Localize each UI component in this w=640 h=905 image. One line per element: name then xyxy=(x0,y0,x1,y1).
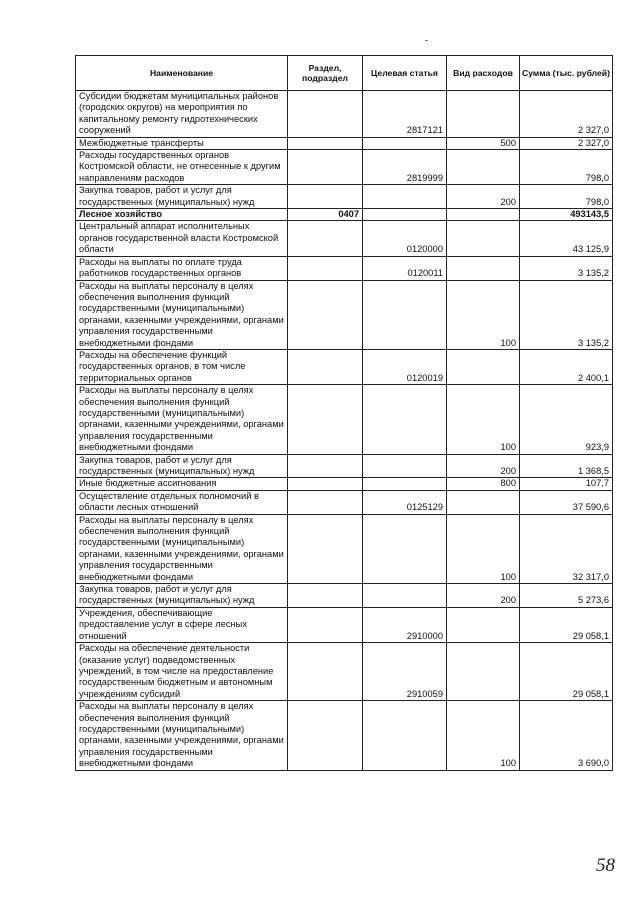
cell-type: 200 xyxy=(447,454,520,478)
cell-name: Учреждения, обеспечивающие предоставление услуг в сфере лесных отношений xyxy=(76,607,288,642)
table-row xyxy=(76,643,613,701)
cell-sum: 2 327,0 xyxy=(520,91,613,138)
cell-name: Закупка товаров, работ и услуг для государственных (муниципальных) нужд xyxy=(76,454,288,478)
cell-sum: 1 368,5 xyxy=(520,454,613,478)
cell-target xyxy=(363,185,447,209)
cell-section xyxy=(288,701,363,770)
cell-type: 200 xyxy=(447,185,520,209)
cell-target xyxy=(363,385,447,454)
cell-section xyxy=(288,454,363,478)
cell-sum: 798,0 xyxy=(520,185,613,209)
cell-sum: 107,7 xyxy=(520,478,613,490)
cell-type xyxy=(447,221,520,256)
cell-target xyxy=(363,454,447,478)
cell-target xyxy=(363,478,447,490)
cell-sum: 37 590,6 xyxy=(520,490,613,514)
cell-section xyxy=(288,607,363,642)
cell-sum: 32 317,0 xyxy=(520,514,613,583)
cell-name: Расходы на выплаты персоналу в целях обеспечения выполнения функций государственными (муниципальными) органами, казенными учреждениями, органами управления государственными внебюджетными фондами xyxy=(76,280,288,349)
cell-section: 0407 xyxy=(288,209,363,221)
cell-type: 100 xyxy=(447,514,520,583)
cell-name: Расходы на обеспечение деятельности (оказание услуг) подведомственных учреждений, в том числе на предоставление государственным бюджетным и автономным учреждениям субсидий xyxy=(76,643,288,701)
cell-target: 0120019 xyxy=(363,349,447,384)
cell-sum: 3 135,2 xyxy=(520,280,613,349)
cell-sum: 493143,5 xyxy=(520,209,613,221)
cell-section xyxy=(288,221,363,256)
table-row xyxy=(76,478,613,490)
cell-sum: 2 400,1 xyxy=(520,349,613,384)
cell-target xyxy=(363,137,447,149)
table-row xyxy=(76,280,613,349)
cell-name: Субсидии бюджетам муниципальных районов (городских округов) на мероприятия по капитальному ремонту гидротехнических сооружений xyxy=(76,91,288,138)
table-row xyxy=(76,490,613,514)
cell-type: 800 xyxy=(447,478,520,490)
cell-type xyxy=(447,349,520,384)
cell-type xyxy=(447,607,520,642)
cell-type xyxy=(447,91,520,138)
table-row xyxy=(76,209,613,221)
table-row xyxy=(76,137,613,149)
table-row xyxy=(76,185,613,209)
cell-name: Расходы на выплаты по оплате труда работников государственных органов xyxy=(76,256,288,280)
header-target: Целевая статья xyxy=(363,56,447,91)
budget-table xyxy=(75,55,613,771)
table-row xyxy=(76,221,613,256)
cell-name: Расходы на обеспечение функций государственных органов, в том числе территориальных органов xyxy=(76,349,288,384)
cell-target xyxy=(363,701,447,770)
cell-sum: 43 125,9 xyxy=(520,221,613,256)
cell-target xyxy=(363,514,447,583)
header-name: Наименование xyxy=(76,56,288,91)
header-type: Вид расходов xyxy=(447,56,520,91)
cell-sum: 5 273,6 xyxy=(520,584,613,608)
cell-target: 0120000 xyxy=(363,221,447,256)
cell-name: Расходы на выплаты персоналу в целях обеспечения выполнения функций государственными (муниципальными) органами, казенными учреждениями, органами управления государственными внебюджетными фондами xyxy=(76,514,288,583)
cell-type: 100 xyxy=(447,385,520,454)
cell-target xyxy=(363,280,447,349)
cell-section xyxy=(288,584,363,608)
table-row xyxy=(76,701,613,770)
cell-section xyxy=(288,385,363,454)
scan-mark xyxy=(425,40,428,41)
table-row xyxy=(76,385,613,454)
cell-name: Осуществление отдельных полномочий в области лесных отношений xyxy=(76,490,288,514)
cell-type: 200 xyxy=(447,584,520,608)
table-row xyxy=(76,514,613,583)
cell-target: 2817121 xyxy=(363,91,447,138)
cell-sum: 923,9 xyxy=(520,385,613,454)
cell-sum: 2 327,0 xyxy=(520,137,613,149)
cell-section xyxy=(288,91,363,138)
cell-name: Центральный аппарат исполнительных органов государственной власти Костромской области xyxy=(76,221,288,256)
cell-name: Межбюджетные трансферты xyxy=(76,137,288,149)
cell-sum: 798,0 xyxy=(520,150,613,185)
header-sum: Сумма (тыс. рублей) xyxy=(520,56,613,91)
table-row xyxy=(76,256,613,280)
cell-section xyxy=(288,514,363,583)
cell-sum: 3 690,0 xyxy=(520,701,613,770)
cell-target xyxy=(363,584,447,608)
table-row xyxy=(76,454,613,478)
table-row xyxy=(76,150,613,185)
table-row xyxy=(76,607,613,642)
cell-target: 2819999 xyxy=(363,150,447,185)
cell-sum: 3 135,2 xyxy=(520,256,613,280)
table-row xyxy=(76,349,613,384)
cell-type xyxy=(447,209,520,221)
cell-sum: 29 058,1 xyxy=(520,607,613,642)
cell-sum: 29 058,1 xyxy=(520,643,613,701)
cell-type: 100 xyxy=(447,280,520,349)
cell-target: 2910059 xyxy=(363,643,447,701)
cell-type xyxy=(447,256,520,280)
cell-section xyxy=(288,150,363,185)
page-number: 58 xyxy=(596,855,615,876)
cell-name: Расходы на выплаты персоналу в целях обеспечения выполнения функций государственными (муниципальными) органами, казенными учреждениями, органами управления государственными внебюджетными фондами xyxy=(76,701,288,770)
cell-section xyxy=(288,490,363,514)
cell-section xyxy=(288,349,363,384)
cell-section xyxy=(288,256,363,280)
cell-target: 0120011 xyxy=(363,256,447,280)
cell-section xyxy=(288,185,363,209)
cell-name: Расходы на выплаты персоналу в целях обеспечения выполнения функций государственными (муниципальными) органами, казенными учреждениями, органами управления государственными внебюджетными фондами xyxy=(76,385,288,454)
cell-name: Закупка товаров, работ и услуг для государственных (муниципальных) нужд xyxy=(76,584,288,608)
cell-section xyxy=(288,137,363,149)
cell-type xyxy=(447,150,520,185)
table-header-row xyxy=(76,56,613,91)
header-section: Раздел, подраздел xyxy=(288,56,363,91)
cell-section xyxy=(288,643,363,701)
cell-type: 500 xyxy=(447,137,520,149)
table-row xyxy=(76,584,613,608)
cell-section xyxy=(288,478,363,490)
cell-name: Расходы государственных органов Костромской области, не отнесенные к другим направлениям расходов xyxy=(76,150,288,185)
table-body xyxy=(76,91,613,771)
cell-target: 2910000 xyxy=(363,607,447,642)
cell-name: Лесное хозяйство xyxy=(76,209,288,221)
table-row xyxy=(76,91,613,138)
cell-type xyxy=(447,643,520,701)
cell-target xyxy=(363,209,447,221)
cell-name: Иные бюджетные ассигнования xyxy=(76,478,288,490)
cell-type xyxy=(447,490,520,514)
cell-target: 0125129 xyxy=(363,490,447,514)
cell-name: Закупка товаров, работ и услуг для государственных (муниципальных) нужд xyxy=(76,185,288,209)
cell-section xyxy=(288,280,363,349)
cell-type: 100 xyxy=(447,701,520,770)
